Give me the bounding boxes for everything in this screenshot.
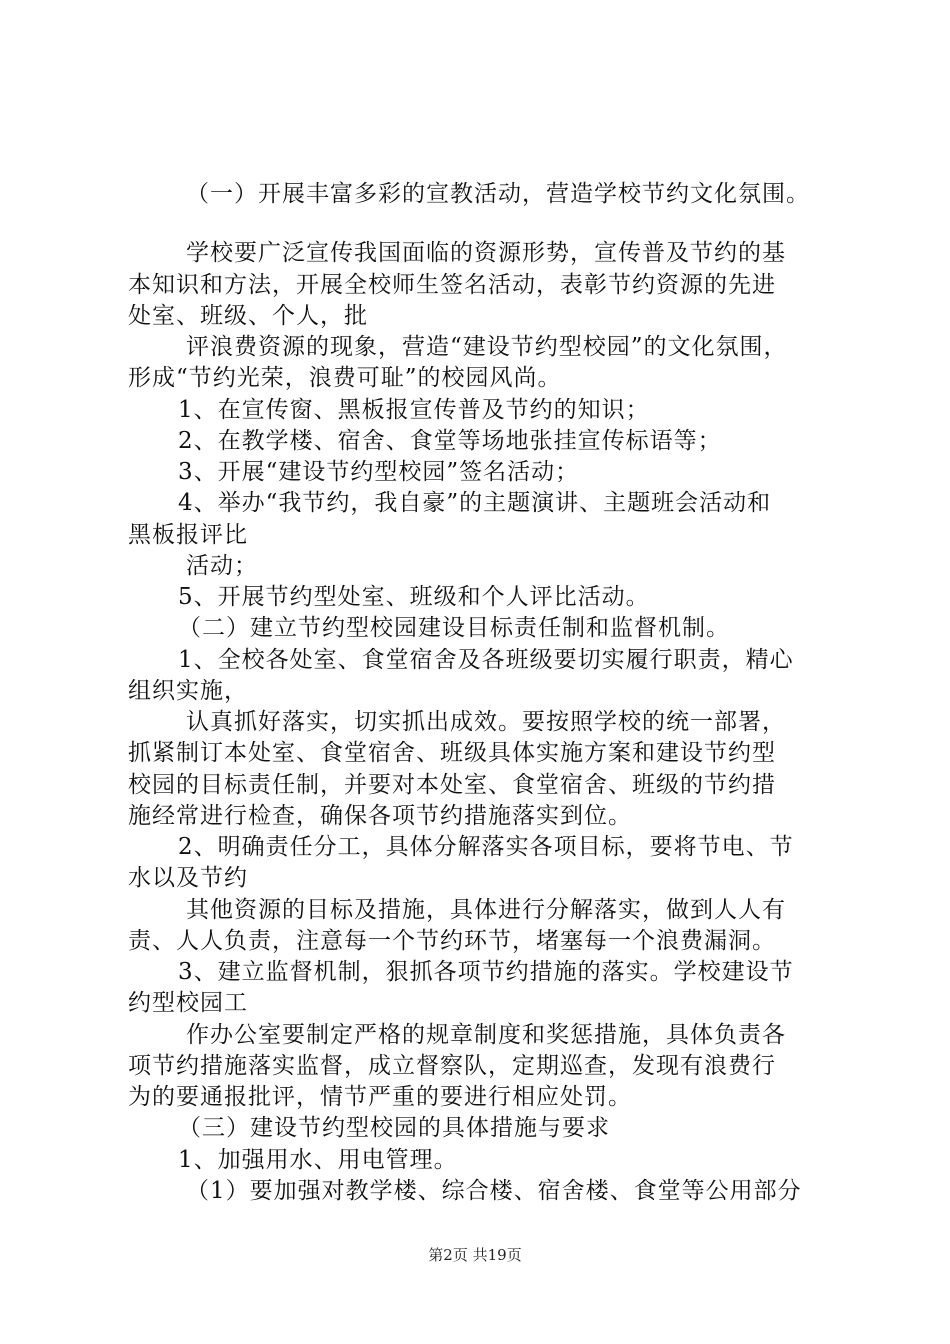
paragraph-line: 认真抓好落实，切实抓出成效。要按照学校的统一部署， xyxy=(186,709,786,735)
list-item: 4、举办“我节约，我自豪”的主题演讲、主题班会活动和 xyxy=(178,490,772,516)
list-item: 黑板报评比 xyxy=(128,522,248,548)
paragraph-line: 项节约措施落实监督，成立督察队，定期巡查，发现有浪费行 xyxy=(128,1053,776,1079)
paragraph-line: 评浪费资源的现象，营造“建设节约型校园”的文化氛围， xyxy=(186,334,788,360)
page-number-footer: 第2页 共19页 xyxy=(428,1246,522,1264)
paragraph-line: 其他资源的目标及措施，具体进行分解落实，做到人人有 xyxy=(186,897,786,923)
paragraph-line: 本知识和方法，开展全校师生签名活动，表彰节约资源的先进 xyxy=(128,272,776,298)
paragraph-line: 施经常进行检查，确保各项节约措施落实到位。 xyxy=(128,803,632,829)
section-heading-3: （三）建设节约型校园的具体措施与要求 xyxy=(178,1115,610,1141)
list-item: 1、加强用水、用电管理。 xyxy=(178,1147,458,1173)
list-item: 3、开展“建设节约型校园”签名活动； xyxy=(178,459,580,485)
list-item: 5、开展节约型处室、班级和个人评比活动。 xyxy=(178,584,650,610)
paragraph-line: 责、人人负责，注意每一个节约环节，堵塞每一个浪费漏洞。 xyxy=(128,928,776,954)
paragraph-line: 形成“节约光荣，浪费可耻”的校园风尚。 xyxy=(128,365,562,391)
paragraph-line: 处室、班级、个人，批 xyxy=(128,303,368,329)
list-item: 2、在教学楼、宿舍、食堂等场地张挂宣传标语等； xyxy=(178,428,722,454)
section-heading-1: （一）开展丰富多彩的宣教活动，营造学校节约文化氛围。 xyxy=(186,181,810,207)
paragraph-line: 学校要广泛宣传我国面临的资源形势，宣传普及节约的基 xyxy=(186,240,786,266)
paragraph-line: 为的要通报批评，情节严重的要进行相应处罚。 xyxy=(128,1084,632,1110)
list-item: 约型校园工 xyxy=(128,990,248,1016)
list-item: 水以及节约 xyxy=(128,865,248,891)
list-item: 组织实施， xyxy=(128,678,248,704)
paragraph-line: 作办公室要制定严格的规章制度和奖惩措施，具体负责各 xyxy=(186,1022,786,1048)
list-item: 1、在宣传窗、黑板报宣传普及节约的知识； xyxy=(178,397,650,423)
list-item: 1、全校各处室、食堂宿舍及各班级要切实履行职责，精心 xyxy=(178,647,794,673)
paragraph-line: 抓紧制订本处室、食堂宿舍、班级具体实施方案和建设节约型 xyxy=(128,740,776,766)
paragraph-line: 校园的目标责任制，并要对本处室、食堂宿舍、班级的节约措 xyxy=(128,772,776,798)
list-item: （1）要加强对教学楼、综合楼、宿舍楼、食堂等公用部分 xyxy=(186,1178,802,1204)
list-item: 2、明确责任分工，具体分解落实各项目标，要将节电、节 xyxy=(178,834,794,860)
section-heading-2: （二）建立节约型校园建设目标责任制和监督机制。 xyxy=(178,615,730,641)
list-item: 活动； xyxy=(186,553,258,579)
list-item: 3、建立监督机制，狠抓各项节约措施的落实。学校建设节 xyxy=(178,959,794,985)
